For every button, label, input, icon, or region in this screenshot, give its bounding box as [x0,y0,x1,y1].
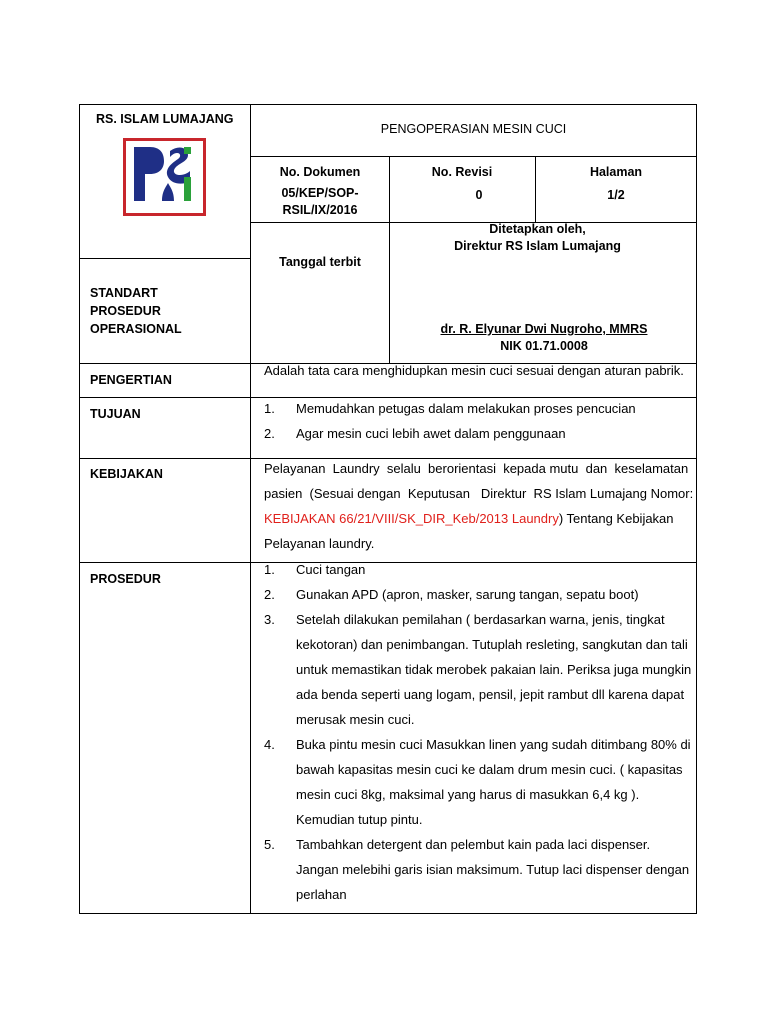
list-item: 2. Agar mesin cuci lebih awet dalam penggunaan [264,426,566,441]
hospital-name: RS. ISLAM LUMAJANG [96,112,234,126]
tujuan-label: TUJUAN [90,407,141,421]
issue-date-label: Tanggal terbit [279,255,361,269]
sop-label-line3: OPERASIONAL [90,322,182,336]
tujuan-list [264,396,636,446]
page-label: Halaman [589,165,643,179]
list-item: 1. Cuci tangan [264,562,366,577]
kebijakan-label: KEBIJAKAN [90,467,163,481]
list-item: 2. Gunakan APD (apron, masker, sarung tangan, sepatu boot) [264,587,639,602]
list-item: 5. Tambahkan detergent dan pelembut kain pada laci dispenser. Jangan melebihi garis isian maksimum. Tutup laci dispenser dengan perlahan [264,837,690,902]
revision-value: 0 [475,188,483,202]
pengertian-label: PENGERTIAN [90,373,172,387]
sop-label-line2: PROSEDUR [90,304,161,318]
rsi-logo-icon [126,141,203,213]
sop-label-line1: STANDART [90,286,158,300]
pengertian-text: Adalah tata cara menghidupkan mesin cuci sesuai dengan aturan pabrik. [264,363,684,378]
prosedur-label: PROSEDUR [90,572,161,586]
approved-by-line2: Direktur RS Islam Lumajang [454,239,621,253]
doc-number-label: No. Dokumen [279,165,361,179]
kebijakan-text: Pelayanan Laundry selalu berorientasi kepada mutu dan keselamatan pasien (Sesuai dengan Keputusan Direktur RS Islam Lumajang Nomor: KEBIJAKAN 66/21/VIII/SK_DIR_Keb/2013 Laundry) Tentang Kebijakan Pelayanan laundry. [264,461,694,551]
list-item: 1. Memudahkan petugas dalam melakukan proses pencucian [264,401,636,416]
director-name: dr. R. Elyunar Dwi Nugroho, MMRS [440,322,648,336]
hospital-logo [123,138,206,216]
list-item: 4. Buka pintu mesin cuci Masukkan linen yang sudah ditimbang 80% di bawah kapasitas mesin cuci ke dalam drum mesin cuci. ( kapasitas mesin cuci 8kg, maksimal yang harus di masukkan 6,4 kg ). Kemudian tutup pintu. [264,737,691,827]
prosedur-list [264,557,691,907]
director-nik: NIK 01.71.0008 [500,339,588,353]
doc-number-line2: RSIL/IX/2016 [282,203,358,217]
page-value: 1/2 [607,188,625,202]
doc-number-line1: 05/KEP/SOP- [281,186,359,200]
approved-by-line1: Ditetapkan oleh, [489,222,586,236]
list-item: 3. Setelah dilakukan pemilahan ( berdasarkan warna, jenis, tingkat kekotoran) dan penimbangan. Tutuplah resleting, sangkutan dan tali untuk memastikan tidak merobek pakaian lain. Periksa juga mungkin ada benda seperti uang logam, pensil, jepit rambut dll karena dapat merusak mesin cuci. [264,612,692,727]
policy-reference: KEBIJAKAN 66/21/VIII/SK_DIR_Keb/2013 Laundry [264,511,559,526]
document-title: PENGOPERASIAN MESIN CUCI [380,122,567,136]
revision-label: No. Revisi [431,165,493,179]
